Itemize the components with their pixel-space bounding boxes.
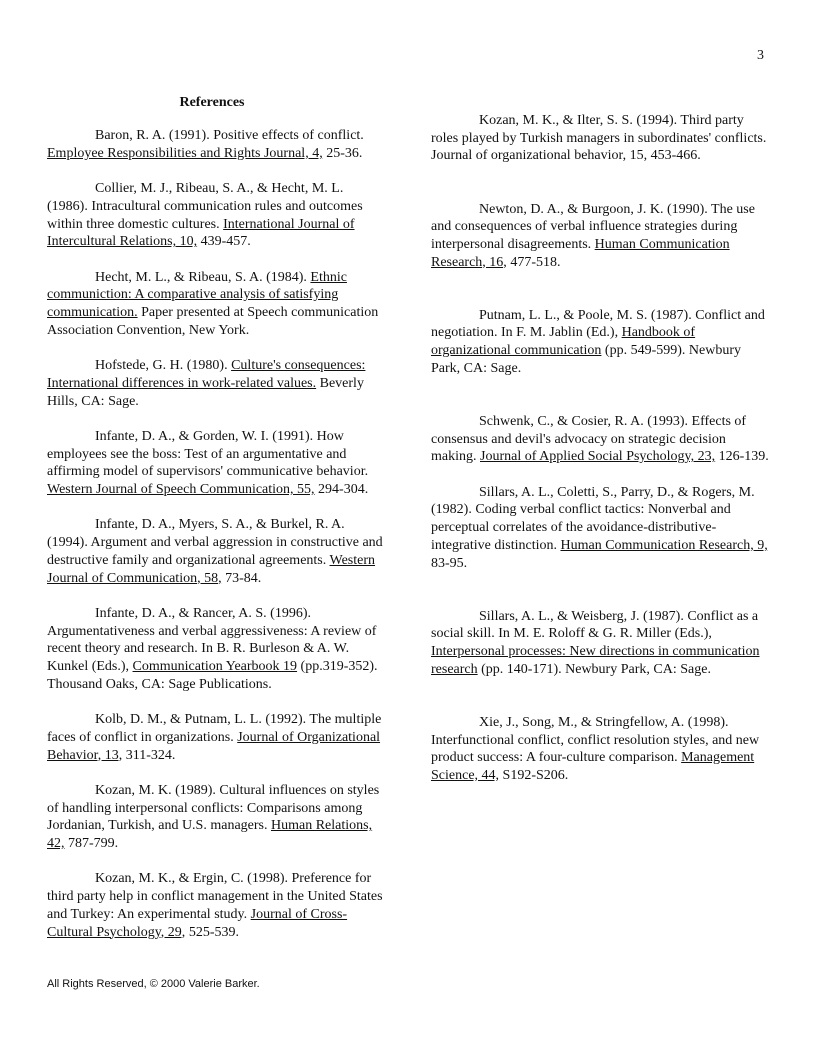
copyright-footer: All Rights Reserved, © 2000 Valerie Barker.: [47, 978, 260, 990]
reference-source-title: Human Communication Research, 16,: [431, 236, 730, 270]
reference-text: Newton, D. A., & Burgoon, J. K. (1990). The use and consequences of verbal influence strategies during interpersonal disagreements.: [431, 201, 755, 252]
reference-text: Sillars, A. L., Coletti, S., Parry, D., & Rogers, M. (1982). Coding verbal conflict tactics: Nonverbal and perceptual correlates of the avoidance-distributive-integrative distinction.: [431, 484, 755, 553]
page-number: 3: [757, 48, 764, 63]
reference-entry: [431, 714, 769, 785]
reference-source-title: International Journal of Intercultural Relations, 10,: [47, 216, 355, 250]
reference-pages: (pp. 140-171). Newbury Park, CA: Sage.: [477, 661, 711, 677]
reference-entry: [431, 307, 769, 378]
reference-source-title: Human Relations, 42,: [47, 818, 373, 851]
reference-pages: 83-95.: [431, 555, 468, 571]
reference-text: Kozan, M. K., & Ilter, S. S. (1994). Third party roles played by Turkish managers in subordinates' conflicts. Journal of organizational behavior, 15, 453-466.: [431, 113, 767, 164]
reference-source-title: Journal of Applied Social Psychology, 23,: [480, 449, 716, 465]
reference-source-title: Journal of Organizational Behavior, 13,: [47, 729, 381, 763]
reference-list-right: [431, 112, 769, 785]
reference-pages: 439-457.: [197, 234, 251, 250]
reference-pages: 525-539.: [185, 924, 239, 940]
reference-pages: Paper presented at Speech communication Association Convention, New York.: [47, 305, 379, 338]
reference-entry: [47, 428, 385, 499]
reference-text: Kozan, M. K., & Ergin, C. (1998). Preference for third party help in conflict management in the United States and Turkey: An experimental study.: [47, 871, 383, 922]
reference-entry: [47, 127, 385, 162]
reference-text: Schwenk, C., & Cosier, R. A. (1993). Effects of consensus and devil's advocacy on strategic decision making.: [431, 413, 747, 465]
reference-text: Sillars, A. L., & Weisberg, J. (1987). Conflict as a social skill. In M. E. Roloff & G. R. Miller (Eds.),: [431, 608, 759, 642]
reference-entry: [47, 605, 385, 694]
reference-text: Infante, D. A., & Gorden, W. I. (1991). How employees see the boss: Test of an argumentative and affirming model of supervisors' communicative behavior.: [47, 428, 369, 480]
reference-source-title: Ethnic communiction: A comparative analysis of satisfying communication.: [47, 269, 347, 320]
reference-source-title: Handbook of organizational communication: [431, 325, 696, 359]
reference-source-title: Culture's consequences: International differences in work-related values.: [47, 358, 366, 391]
reference-list-left: [47, 127, 385, 941]
reference-pages: 311-324.: [122, 747, 176, 763]
reference-text: Kozan, M. K. (1989). Cultural influences on styles of handling interpersonal conflicts: Comparisons among Jordanian, Turkish, and U.S. managers.: [47, 782, 380, 834]
reference-source-title: Interpersonal processes: New directions in communication research: [431, 644, 760, 677]
references-heading: References: [179, 95, 245, 110]
reference-pages: 787-799.: [64, 836, 119, 851]
reference-source-title: Western Journal of Communication, 58,: [47, 552, 376, 586]
reference-pages: (pp.319-352). Thousand Oaks, CA: Sage Publications.: [47, 659, 378, 692]
reference-entry: [431, 484, 769, 573]
reference-entry: [47, 516, 385, 587]
reference-entry: [47, 711, 385, 764]
references-right-column: [431, 112, 769, 802]
reference-text: Infante, D. A., Myers, S. A., & Burkel, R. A. (1994). Argument and verbal aggression in constructive and destructive family and organizational agreements.: [47, 517, 383, 568]
reference-pages: 25-36.: [322, 145, 363, 161]
reference-pages: 73-84.: [221, 570, 262, 586]
reference-entry: [47, 269, 385, 340]
reference-pages: S192-S206.: [499, 767, 569, 783]
reference-text: Baron, R. A. (1991). Positive effects of conflict.: [95, 128, 364, 143]
reference-text: Xie, J., Song, M., & Stringfellow, A. (1998). Interfunctional conflict, conflict resolution styles, and new product success: A four-culture comparison.: [431, 714, 760, 766]
reference-entry: [47, 870, 385, 941]
reference-entry: [431, 608, 769, 679]
reference-source-title: Communication Yearbook 19: [132, 659, 298, 674]
reference-source-title: Western Journal of Speech Communication, 55,: [47, 482, 315, 497]
reference-source-title: Journal of Cross-Cultural Psychology, 29,: [47, 906, 348, 940]
reference-source-title: Employee Responsibilities and Rights Journal, 4,: [47, 145, 323, 161]
reference-pages: 477-518.: [506, 254, 561, 270]
reference-text: Hofstede, G. H. (1980).: [95, 358, 232, 374]
references-left-column: [47, 95, 385, 959]
reference-text: Hecht, M. L., & Ribeau, S. A. (1984).: [95, 269, 311, 285]
reference-text: Kolb, D. M., & Putnam, L. L. (1992). The multiple faces of conflict in organizations.: [47, 712, 382, 745]
reference-entry: [47, 357, 385, 410]
reference-pages: 294-304.: [314, 482, 369, 497]
reference-entry: [47, 180, 385, 251]
reference-text: Collier, M. J., Ribeau, S. A., & Hecht, M. L. (1986). Intracultural communication rules and outcomes within three domestic cultures.: [47, 181, 363, 232]
reference-text: Infante, D. A., & Rancer, A. S. (1996). Argumentativeness and verbal aggressiveness: A review of recent theory and research. In B. R. Burleson & A. W. Kunkel (Eds.),: [47, 605, 377, 674]
reference-entry: [431, 201, 769, 272]
reference-source-title: Management Science, 44,: [431, 750, 755, 783]
reference-text: Putnam, L. L., & Poole, M. S. (1987). Conflict and negotiation. In F. M. Jablin (Ed.),: [431, 307, 765, 341]
reference-pages: 126-139.: [715, 449, 769, 465]
reference-entry: [431, 413, 769, 466]
reference-entry: [431, 112, 769, 165]
reference-entry: [47, 782, 385, 853]
reference-pages: (pp. 549-599). Newbury Park, CA: Sage.: [431, 343, 742, 376]
reference-pages: Beverly Hills, CA: Sage.: [47, 375, 364, 409]
reference-source-title: Human Communication Research, 9,: [560, 537, 768, 553]
